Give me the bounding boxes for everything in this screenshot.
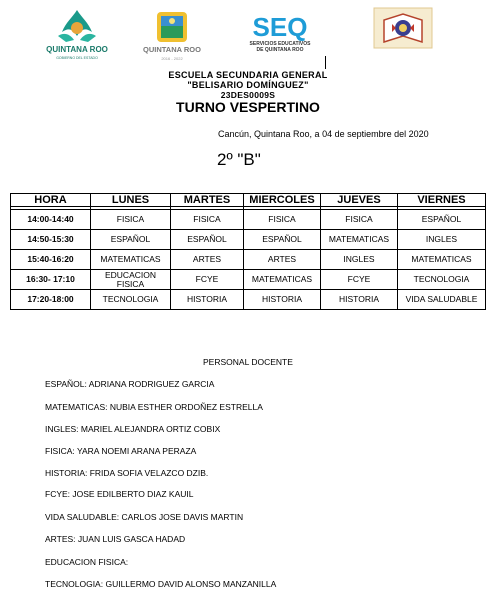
table-cell: EDUCACION FISICA [91, 270, 171, 290]
seq-sub1: SERVICIOS EDUCATIVOS [249, 41, 311, 47]
table-row [11, 270, 486, 290]
quintana-roo-2016-logo [137, 8, 207, 64]
table-row [11, 290, 486, 310]
table-cell: FISICA [171, 210, 244, 230]
table-cell: HISTORIA [171, 290, 244, 310]
column-header-viernes: VIERNES [398, 194, 486, 207]
table-cell: VIDA SALUDABLE [398, 290, 486, 310]
column-header-martes: MARTES [171, 194, 244, 207]
staff-item: MATEMATICAS: NUBIA ESTHER ORDOÑEZ ESTRELLA [45, 402, 263, 412]
table-row [11, 210, 486, 230]
table-cell: FISICA [244, 210, 321, 230]
table-cell: ARTES [244, 250, 321, 270]
staff-item: INGLES: MARIEL ALEJANDRA ORTIZ COBIX [45, 424, 221, 434]
staff-item: FCYE: JOSE EDILBERTO DIAZ KAUIL [45, 489, 194, 499]
table-cell: ESPAÑOL [91, 230, 171, 250]
logo1-text: QUINTANA ROO [46, 45, 108, 54]
seq-sub2: DE QUINTANA ROO [256, 47, 304, 53]
staff-item: TECNOLOGIA: GUILLERMO DAVID ALONSO MANZANILLA [45, 579, 277, 589]
staff-item: VIDA SALUDABLE: CARLOS JOSE DAVIS MARTIN [45, 512, 244, 522]
table-cell: 16:30- 17:10 [11, 270, 91, 290]
table-cell: 15:40-16:20 [11, 250, 91, 270]
staff-item: ESPAÑOL: ADRIANA RODRIGUEZ GARCIA [45, 379, 215, 389]
text-cursor [325, 56, 326, 69]
table-cell: MATEMATICAS [91, 250, 171, 270]
staff-item: FISICA: YARA NOEMI ARANA PERAZA [45, 446, 197, 456]
table-cell: ESPAÑOL [244, 230, 321, 250]
table-cell: MATEMATICAS [398, 250, 486, 270]
table-cell: INGLES [398, 230, 486, 250]
table-cell: TECNOLOGIA [398, 270, 486, 290]
seq-text: SEQ [252, 12, 308, 42]
table-cell: FISICA [321, 210, 398, 230]
table-cell: ARTES [171, 250, 244, 270]
staff-item: HISTORIA: FRIDA SOFIA VELAZCO DZIB. [45, 468, 209, 478]
seq-logo [240, 10, 320, 54]
staff-item: ARTES: JUAN LUIS GASCA HADAD [45, 534, 186, 544]
table-cell: 17:20-18:00 [11, 290, 91, 310]
column-header-lunes: LUNES [91, 194, 171, 207]
table-cell: TECNOLOGIA [91, 290, 171, 310]
school-code: 23DES0009S [220, 90, 276, 100]
table-cell: 14:50-15:30 [11, 230, 91, 250]
table-row [11, 250, 486, 270]
table-cell: HISTORIA [321, 290, 398, 310]
logo2-years: 2016 - 2022 [161, 56, 183, 61]
table-cell: 14:00-14:40 [11, 210, 91, 230]
table-cell: ESPAÑOL [398, 210, 486, 230]
turno-title: TURNO VESPERTINO [176, 99, 320, 115]
staff-item: EDUCACION FISICA: [45, 557, 129, 567]
quintana-roo-logo [44, 6, 110, 62]
table-cell: INGLES [321, 250, 398, 270]
logo2-text: QUINTANA ROO [143, 45, 201, 54]
school-name-line1: ESCUELA SECUNDARIA GENERAL [168, 70, 328, 80]
staff-title: PERSONAL DOCENTE [203, 357, 293, 367]
column-header-miercoles: MIERCOLES [244, 194, 321, 207]
table-row [11, 230, 486, 250]
place-date: Cancún, Quintana Roo, a 04 de septiembre del 2020 [218, 129, 429, 139]
table-cell: FCYE [321, 270, 398, 290]
table-cell: HISTORIA [244, 290, 321, 310]
table-cell: FISICA [91, 210, 171, 230]
table-cell: FCYE [171, 270, 244, 290]
table-cell: MATEMATICAS [244, 270, 321, 290]
table-header-row [11, 194, 486, 207]
school-name-line2: "BELISARIO DOMÍNGUEZ" [187, 80, 309, 90]
table-cell: ESPAÑOL [171, 230, 244, 250]
column-header-hora: HORA [11, 194, 91, 207]
column-header-jueves: JUEVES [321, 194, 398, 207]
school-crest-logo [372, 6, 434, 50]
logo1-sub: GOBIERNO DEL ESTADO [56, 56, 98, 60]
grade-group: 2º "B" [217, 150, 261, 169]
schedule-table [10, 193, 486, 310]
table-cell: MATEMATICAS [321, 230, 398, 250]
